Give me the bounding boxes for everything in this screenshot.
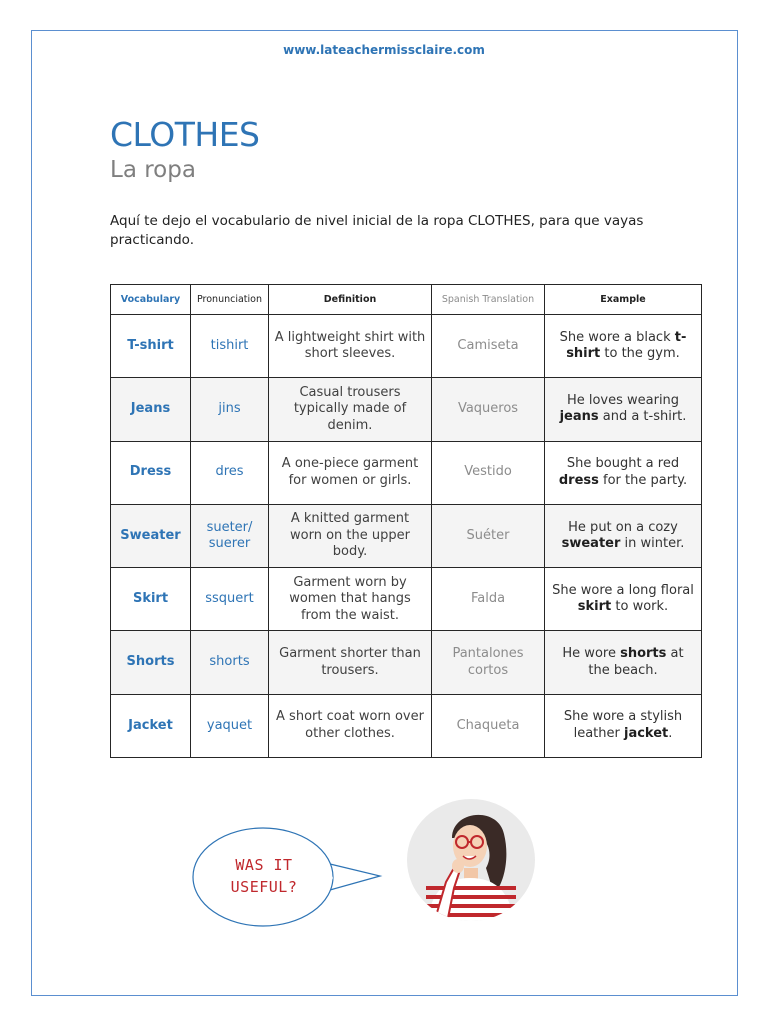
example-keyword: skirt — [577, 599, 612, 615]
example-text: She wore a stylish leather — [563, 709, 683, 741]
example-keyword: shorts — [620, 646, 667, 662]
speech-bubble — [192, 826, 336, 928]
site-url[interactable]: www.lateachermissclaire.com — [283, 43, 485, 57]
header-vocabulary: Vocabulary — [111, 285, 191, 315]
example-text: He wore — [562, 646, 621, 662]
vocab-definition: Casual trousers typically made of denim. — [269, 378, 432, 441]
vocab-example — [545, 504, 702, 567]
vocab-word: Skirt — [111, 568, 191, 631]
intro-text: Aquí te dejo el vocabulario de nivel inicial de la ropa CLOTHES, para que vayas practicando. — [110, 213, 644, 248]
example-text: She bought a red — [566, 456, 680, 472]
page-subtitle: La ropa — [110, 157, 196, 183]
vocab-definition: Garment shorter than trousers. — [269, 631, 432, 694]
example-keyword: jacket — [623, 725, 669, 741]
vocab-pronunciation: yaquet — [191, 694, 269, 757]
table-row — [111, 378, 702, 441]
example-keyword: jeans — [559, 409, 599, 425]
header-example: Example — [545, 285, 702, 315]
example-keyword: t-shirt — [566, 329, 687, 362]
vocab-definition: Garment worn by women that hangs from the waist. — [269, 568, 432, 631]
table-row — [111, 568, 702, 631]
vocab-example — [545, 441, 702, 504]
vocab-definition: A short coat worn over other clothes. — [269, 694, 432, 757]
header-spanish-translation: Spanish Translation — [432, 285, 545, 315]
table-row — [111, 504, 702, 567]
vocab-word: Dress — [111, 441, 191, 504]
header-pronunciation: Pronunciation — [191, 285, 269, 315]
vocab-example — [545, 631, 702, 694]
bubble-text — [192, 854, 336, 898]
table-row — [111, 694, 702, 757]
vocab-example — [545, 568, 702, 631]
example-text: to work. — [611, 599, 669, 615]
vocab-word: Jeans — [111, 378, 191, 441]
vocab-pronunciation: dres — [191, 441, 269, 504]
example-text: He put on a cozy — [568, 519, 678, 535]
table-header-row — [111, 285, 702, 315]
example-text: She wore a long floral — [552, 582, 694, 598]
vocab-pronunciation: shorts — [191, 631, 269, 694]
teacher-avatar-icon — [406, 798, 536, 922]
vocab-example — [545, 378, 702, 441]
vocab-spanish: Vestido — [432, 441, 545, 504]
example-text: He loves wearing — [566, 392, 680, 408]
example-keyword: dress — [558, 472, 599, 488]
table-row — [111, 631, 702, 694]
vocab-spanish: Vaqueros — [432, 378, 545, 441]
header-definition: Definition — [269, 285, 432, 315]
vocab-pronunciation: sueter/ suerer — [191, 504, 269, 567]
vocab-pronunciation: jins — [191, 378, 269, 441]
bubble-line-1: WAS IT — [235, 856, 293, 874]
vocab-example — [545, 694, 702, 757]
example-text: and a t-shirt. — [598, 409, 687, 425]
vocabulary-table — [110, 284, 702, 758]
example-text: in winter. — [620, 536, 685, 552]
vocab-pronunciation: ssquert — [191, 568, 269, 631]
example-text: to the gym. — [600, 346, 680, 362]
vocab-spanish: Camiseta — [432, 315, 545, 378]
example-text: for the party. — [598, 472, 688, 488]
vocab-definition: A one-piece garment for women or girls. — [269, 441, 432, 504]
vocab-example — [545, 315, 702, 378]
vocab-definition: A lightweight shirt with short sleeves. — [269, 315, 432, 378]
page-title: CLOTHES — [110, 115, 260, 154]
vocab-spanish: Chaqueta — [432, 694, 545, 757]
vocab-word: Sweater — [111, 504, 191, 567]
vocab-word: T-shirt — [111, 315, 191, 378]
example-text: She wore a black — [559, 329, 675, 345]
example-text: at the beach. — [588, 646, 684, 678]
vocab-spanish: Suéter — [432, 504, 545, 567]
example-keyword: sweater — [561, 536, 621, 552]
vocab-word: Jacket — [111, 694, 191, 757]
bubble-line-2: USEFUL? — [230, 878, 298, 896]
example-text: . — [668, 725, 673, 741]
vocab-pronunciation: tishirt — [191, 315, 269, 378]
vocab-word: Shorts — [111, 631, 191, 694]
table-row — [111, 315, 702, 378]
vocab-definition: A knitted garment worn on the upper body. — [269, 504, 432, 567]
vocab-spanish: Pantalones cortos — [432, 631, 545, 694]
vocab-spanish: Falda — [432, 568, 545, 631]
table-row — [111, 441, 702, 504]
